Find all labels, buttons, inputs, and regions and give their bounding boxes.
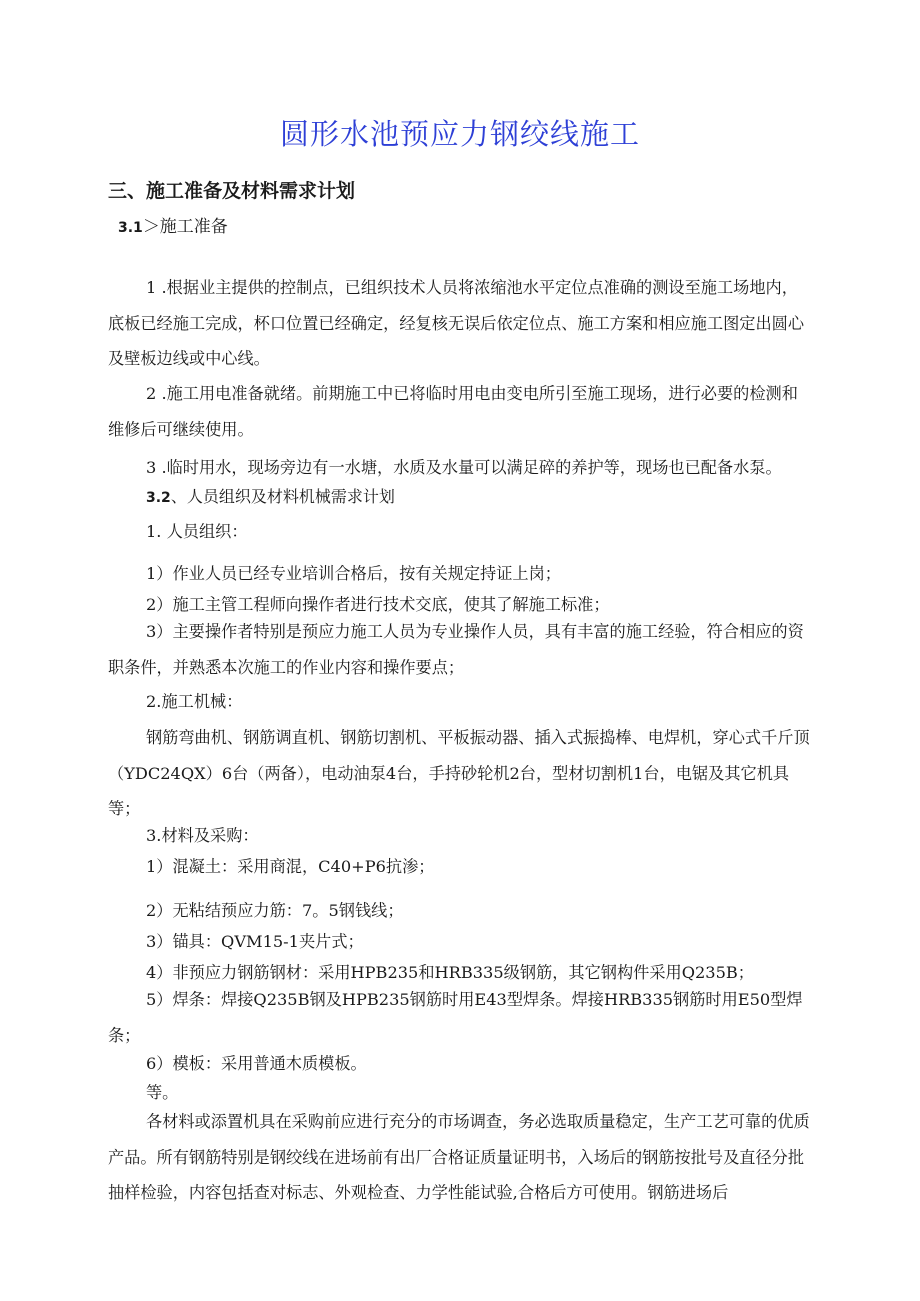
subsection-3-1-heading (118, 212, 228, 237)
personnel-item: 2）施工主管工程师向操作者进行技术交底，使其了解施工标准； (146, 595, 610, 614)
subsection-3-2-heading (146, 484, 395, 507)
materials-item: 6）模板：采用普通木质模板。 (146, 1054, 367, 1073)
subsection-title: 、人员组织及材料机械需求计划 (170, 487, 395, 506)
prep-paragraph-1: 1 .根据业主提供的控制点，已组织技术人员将浓缩池水平定位点准确的测设至施工场地内，底板已经施工完成，杯口位置已经确定，经复核无误后依定位点、施工方案和相应施工图定出圆心及壁板边线或中心线。 (108, 278, 805, 368)
prep-paragraph-3: 3 .临时用水，现场旁边有一水塘，水质及水量可以满足碎的养护等，现场也已配备水泵。 (146, 458, 782, 477)
materials-item: 1）混凝土：采用商混，C40+P6抗渗； (146, 857, 435, 876)
materials-item: 等。 (146, 1083, 179, 1102)
materials-item: 3）锚具：QVM15-1夹片式； (146, 932, 364, 951)
personnel-item: 1）作业人员已经专业培训合格后，按有关规定持证上岗； (146, 564, 561, 583)
subsection-title: ＞施工准备 (142, 217, 228, 237)
machinery-paragraph: 钢筋弯曲机、钢筋调直机、钢筋切割机、平板振动器、插入式振捣棒、电焊机，穿心式千斤顶（YDC24QX）6台（两备），电动油泵4台，手持砂轮机2台，型材切割机1台，电锯及其它机具等； (108, 728, 810, 818)
materials-item: 4）非预应力钢筋钢材：采用HPB235和HRB335级钢筋，其它钢构件采用Q235B； (146, 963, 754, 982)
closing-paragraph: 各材料或添置机具在采购前应进行充分的市场调查，务必选取质量稳定，生产工艺可靠的优质产品。所有钢筋特别是钢绞线在进场前有出厂合格证质量证明书，入场后的钢筋按批号及直径分批抽样检验，内容包括查对标志、外观检查、力学性能试验,合格后方可使用。钢筋进场后 (108, 1112, 810, 1202)
document-title: 圆形水池预应力钢绞线施工 (279, 117, 640, 151)
machinery-title: 2.施工机械： (146, 692, 243, 711)
materials-title: 3.材料及采购： (146, 826, 259, 845)
prep-paragraph-2: 2 .施工用电准备就绪。前期施工中已将临时用电由变电所引至施工现场，进行必要的检测和维修后可继续使用。 (108, 384, 798, 439)
materials-item: 5）焊条：焊接Q235B钢及HPB235钢筋时用E43型焊条。焊接HRB335钢筋时用E50型焊条； (108, 990, 803, 1045)
subsection-number: 3.2 (146, 490, 171, 506)
subsection-number: 3.1 (118, 220, 143, 236)
personnel-item: 3）主要操作者特别是预应力施工人员为专业操作人员，具有丰富的施工经验，符合相应的资职条件，并熟悉本次施工的作业内容和操作要点； (108, 622, 804, 677)
materials-item: 2）无粘结预应力筋：7。5钢钱线； (146, 901, 404, 920)
section-heading: 三、施工准备及材料需求计划 (108, 180, 356, 202)
personnel-title: 1. 人员组织： (146, 522, 248, 541)
